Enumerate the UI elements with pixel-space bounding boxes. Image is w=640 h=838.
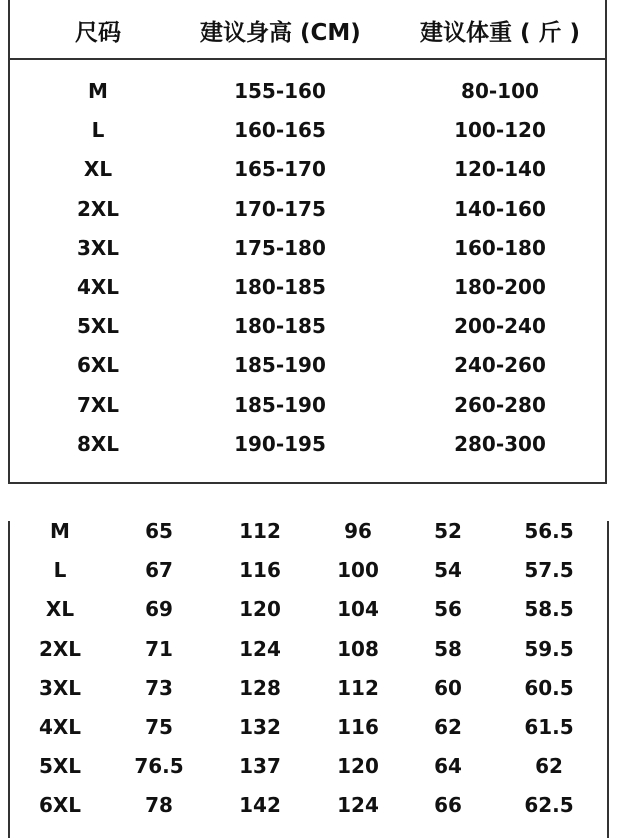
cell-measure-2: 128 — [239, 675, 281, 700]
cell-size: 5XL — [38, 754, 82, 779]
cell-weight: 140-160 — [454, 196, 546, 221]
cell-height: 185-190 — [234, 392, 326, 417]
cell-size: 2XL — [38, 636, 82, 661]
cell-size: L — [53, 558, 67, 583]
cell-measure-2: 132 — [239, 714, 281, 739]
cell-measure-1: 73 — [145, 675, 173, 700]
header-size: 尺码 — [75, 20, 121, 46]
cell-measure-1: 75 — [145, 714, 173, 739]
cell-measure-1: 69 — [145, 597, 173, 622]
cell-measure-5: 57.5 — [524, 558, 574, 583]
cell-size: 4XL — [38, 714, 82, 739]
cell-size: L — [91, 118, 105, 143]
cell-measure-1: 67 — [145, 558, 173, 583]
table-row — [10, 111, 605, 150]
table-row — [10, 560, 607, 599]
cell-height: 190-195 — [234, 431, 326, 456]
cell-measure-2: 137 — [239, 754, 281, 779]
cell-weight: 100-120 — [454, 118, 546, 143]
cell-size: 3XL — [76, 235, 120, 260]
cell-size: 3XL — [38, 675, 82, 700]
cell-measure-2: 116 — [239, 558, 281, 583]
cell-weight: 240-260 — [454, 353, 546, 378]
cell-measure-5: 59.5 — [524, 636, 574, 661]
cell-measure-1: 78 — [145, 793, 173, 818]
table-row — [10, 521, 607, 560]
cell-measure-3: 100 — [337, 558, 379, 583]
cell-measure-2: 142 — [239, 793, 281, 818]
cell-measure-3: 112 — [337, 675, 379, 700]
cell-measure-4: 58 — [434, 636, 462, 661]
table-row — [10, 229, 605, 268]
cell-height: 165-170 — [234, 157, 326, 182]
cell-size: XL — [83, 157, 113, 182]
cell-measure-5: 60.5 — [524, 675, 574, 700]
cell-measure-3: 108 — [337, 636, 379, 661]
cell-measure-3: 124 — [337, 793, 379, 818]
table-header — [10, 0, 605, 60]
table-row — [10, 795, 607, 834]
table-row — [10, 150, 605, 189]
cell-measure-4: 66 — [434, 793, 462, 818]
cell-measure-1: 71 — [145, 636, 173, 661]
header-weight: 建议体重 ( 斤 ) — [420, 20, 581, 46]
cell-height: 160-165 — [234, 118, 326, 143]
cell-measure-5: 58.5 — [524, 597, 574, 622]
cell-measure-3: 96 — [344, 519, 372, 543]
cell-weight: 120-140 — [454, 157, 546, 182]
cell-size: XL — [45, 597, 75, 622]
cell-measure-2: 112 — [239, 519, 281, 543]
cell-measure-4: 62 — [434, 714, 462, 739]
table-row — [10, 714, 607, 756]
cell-height: 175-180 — [234, 235, 326, 260]
cell-size: 2XL — [76, 196, 120, 221]
cell-height: 180-185 — [234, 314, 326, 339]
cell-measure-2: 124 — [239, 636, 281, 661]
cell-size: M — [50, 519, 70, 543]
cell-measure-1: 76.5 — [134, 754, 184, 779]
cell-measure-4: 64 — [434, 754, 462, 779]
cell-size: 7XL — [76, 392, 120, 417]
table-row — [10, 756, 607, 795]
cell-weight: 160-180 — [454, 235, 546, 260]
size-recommendation-table — [8, 0, 607, 484]
cell-size: M — [88, 79, 108, 103]
table-row — [10, 268, 605, 307]
cell-height: 185-190 — [234, 353, 326, 378]
table-row — [10, 675, 607, 717]
cell-measure-2: 120 — [239, 597, 281, 622]
table-row — [10, 599, 607, 638]
cell-weight: 260-280 — [454, 392, 546, 417]
table-row — [10, 307, 605, 346]
header-height: 建议身高 (CM) — [200, 20, 361, 46]
table-row — [10, 636, 607, 678]
cell-weight: 180-200 — [454, 274, 546, 299]
table-row — [10, 190, 605, 229]
cell-measure-1: 65 — [145, 519, 173, 543]
table-row — [10, 72, 605, 111]
table-row — [10, 425, 605, 464]
cell-measure-3: 116 — [337, 714, 379, 739]
cell-measure-4: 54 — [434, 558, 462, 583]
cell-weight: 80-100 — [461, 79, 539, 103]
table-body — [10, 72, 605, 464]
measurement-table — [8, 521, 609, 838]
cell-size: 4XL — [76, 274, 120, 299]
cell-height: 180-185 — [234, 274, 326, 299]
cell-measure-4: 56 — [434, 597, 462, 622]
cell-measure-3: 104 — [337, 597, 379, 622]
cell-measure-5: 62 — [535, 754, 563, 779]
cell-weight: 200-240 — [454, 314, 546, 339]
cell-measure-4: 60 — [434, 675, 462, 700]
cell-size: 5XL — [76, 314, 120, 339]
cell-measure-5: 61.5 — [524, 714, 574, 739]
cell-measure-4: 52 — [434, 519, 462, 543]
cell-height: 155-160 — [234, 79, 326, 103]
cell-height: 170-175 — [234, 196, 326, 221]
table-row — [10, 346, 605, 385]
cell-measure-3: 120 — [337, 754, 379, 779]
cell-size: 6XL — [38, 793, 82, 818]
table-row — [10, 386, 605, 425]
cell-weight: 280-300 — [454, 431, 546, 456]
cell-size: 6XL — [76, 353, 120, 378]
cell-measure-5: 62.5 — [524, 793, 574, 818]
cell-size: 8XL — [76, 431, 120, 456]
cell-measure-5: 56.5 — [524, 519, 574, 543]
